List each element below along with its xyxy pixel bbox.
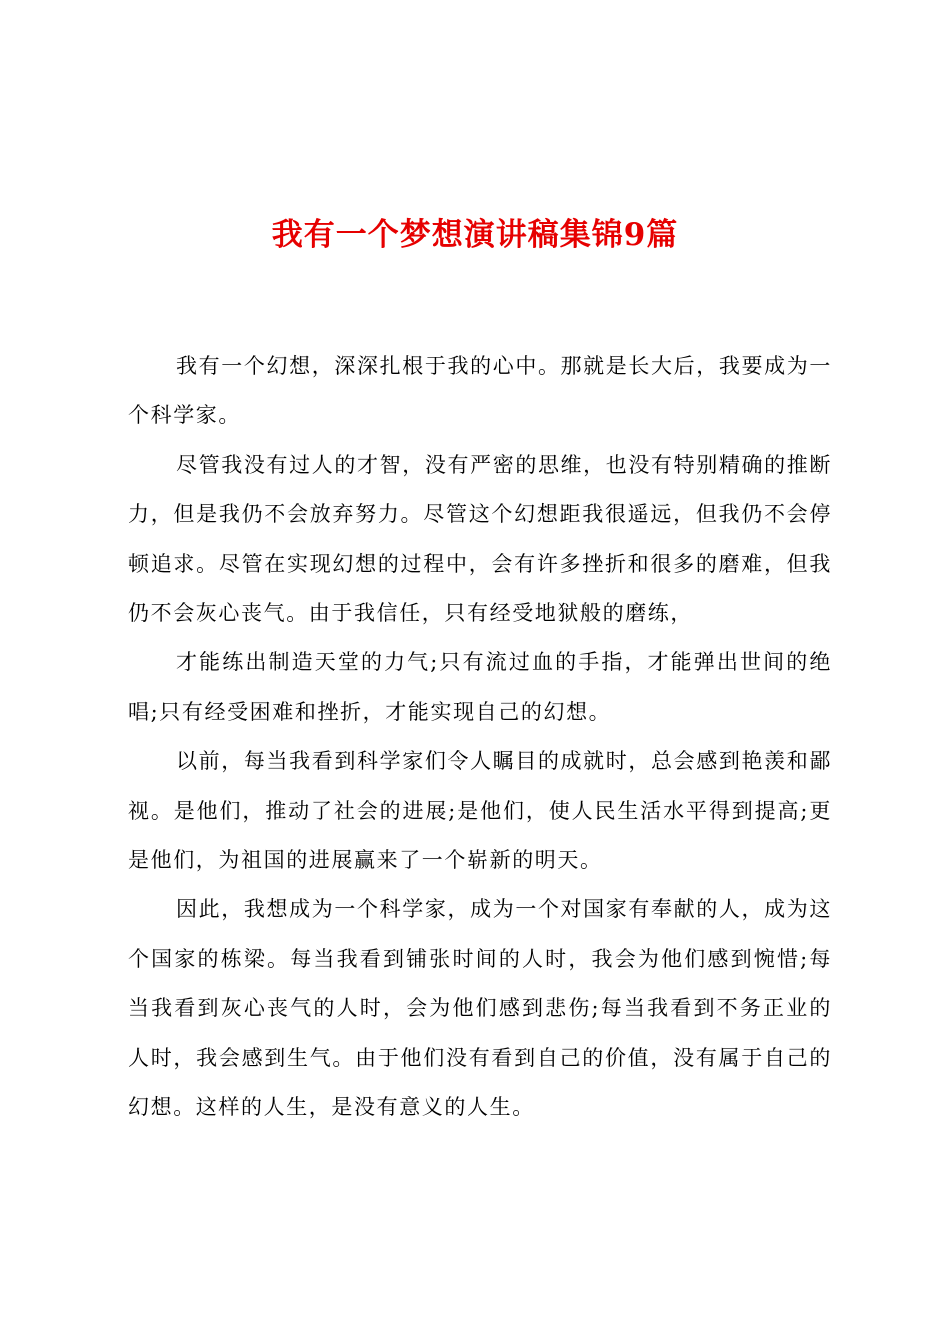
document-body — [128, 342, 832, 1133]
document-title: 我有一个梦想演讲稿集锦9篇 — [271, 217, 679, 253]
paragraph-1: 我有一个幻想，深深扎根于我的心中。那就是长大后，我要成为一个科学家。 — [128, 354, 832, 428]
paragraph-4: 以前，每当我看到科学家们令人瞩目的成就时，总会感到艳羡和鄙视。是他们，推动了社会的进展;是他们，使人民生活水平得到提高;更是他们，为祖国的进展赢来了一个崭新的明天。 — [128, 749, 832, 873]
paragraph-2: 尽管我没有过人的才智，没有严密的思维，也没有特别精确的推断力，但是我仍不会放弃努力。尽管这个幻想距我很遥远，但我仍不会停顿追求。尽管在实现幻想的过程中，会有许多挫折和很多的磨难，但我仍不会灰心丧气。由于我信任，只有经受地狱般的磨练， — [128, 452, 832, 626]
paragraph-5: 因此，我想成为一个科学家，成为一个对国家有奉献的人，成为这个国家的栋梁。每当我看到铺张时间的人时，我会为他们感到惋惜;每当我看到灰心丧气的人时，会为他们感到悲伤;每当我看到不务正业的人时，我会感到生气。由于他们没有看到自己的价值，没有属于自己的幻想。这样的人生，是没有意义的人生。 — [128, 897, 832, 1120]
paragraph-3: 才能练出制造天堂的力气;只有流过血的手指，才能弹出世间的绝唱;只有经受困难和挫折，才能实现自己的幻想。 — [128, 650, 832, 724]
